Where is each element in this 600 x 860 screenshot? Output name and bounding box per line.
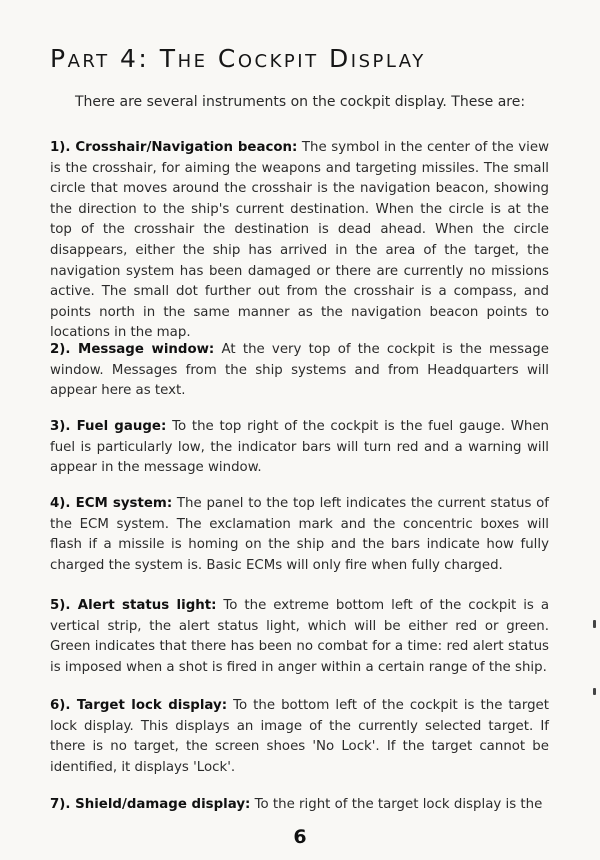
section-target-lock-display [50, 696, 549, 778]
section-body: To the bottom left of the cockpit is the target lock display. This displays an image of the currently selected target. If there is no target, the screen shoes 'No Lock'. If the target cannot be identified, it displays 'Lock'. [50, 698, 549, 775]
page-edge-mark [593, 688, 596, 695]
section-heading: 6). Target lock display: [50, 698, 228, 713]
section-ecm-system [50, 494, 549, 576]
section-body: To the right of the target lock display is the [254, 797, 543, 812]
section-body: The symbol in the center of the view is the crosshair, for aiming the weapons and targeting missiles. The small circle that moves around the crosshair is the navigation beacon, showing the direction to the ship's current destination. When the circle is at the top of the crosshair the destination is dead ahead. When the circle disappears, either the ship has arrived in the area of the target, the navigation system has been damaged or there are currently no missions active. The small dot further out from the crosshair is a compass, and points north in the same manner as the navigation beacon points to locations in the map. [50, 140, 549, 341]
section-heading: 3). Fuel gauge: [50, 419, 167, 434]
page-edge-mark [593, 620, 596, 628]
section-body: At the very top of the cockpit is the message window. Messages from the ship systems and from Headquarters will appear here as text. [50, 342, 549, 399]
section-heading: 5). Alert status light: [50, 598, 217, 613]
section-body: The panel to the top left indicates the current status of the ECM system. The exclamation mark and the concentric boxes will flash if a missile is homing on the ship and the bars indicate how fully charged the system is. Basic ECMs will only fire when fully charged. [50, 496, 549, 573]
intro-text: There are several instruments on the cockpit display. These are: [74, 94, 526, 110]
section-body: To the top right of the cockpit is the fuel gauge. When fuel is particularly low, the indicator bars will turn red and a warning will appear in the message window. [50, 419, 550, 476]
page-title: Part 4: The Cockpit Display [50, 44, 426, 73]
section-crosshair [50, 138, 549, 344]
page-number: 6 [293, 826, 307, 848]
section-body: To the extreme bottom left of the cockpit is a vertical strip, the alert status light, which will be either red or green. Green indicates that there has been no combat for a time: red alert status is imposed when a shot is fired in anger within a certain range of the ship. [50, 598, 550, 675]
section-message-window [50, 340, 549, 402]
section-alert-status-light [50, 596, 549, 678]
section-heading: 4). ECM system: [50, 496, 173, 511]
section-fuel-gauge [50, 417, 549, 479]
section-shield-damage-display [50, 795, 549, 816]
section-heading: 7). Shield/damage display: [50, 797, 251, 812]
section-heading: 2). Message window: [50, 342, 215, 357]
section-heading: 1). Crosshair/Navigation beacon: [50, 140, 298, 155]
